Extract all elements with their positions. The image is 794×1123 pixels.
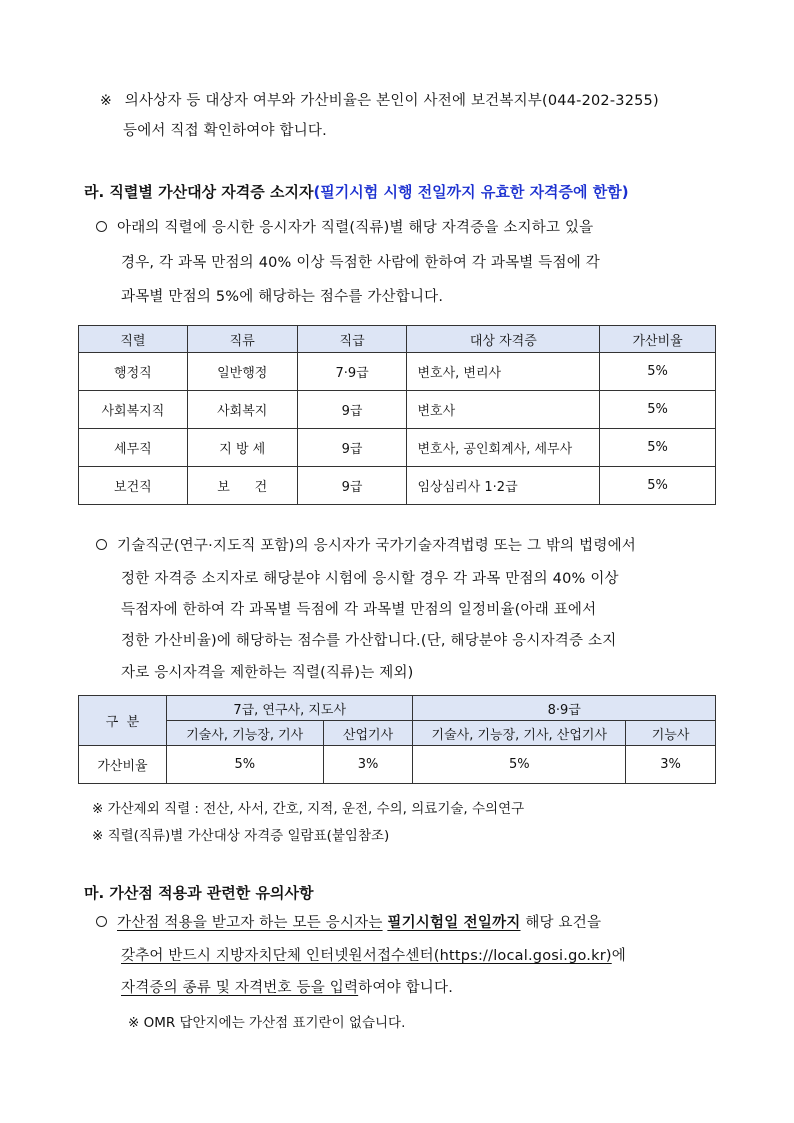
intro-note: [100, 91, 659, 111]
ma-line1-a: 가산점 적용을 받고자 하는 모든 응시자는: [117, 915, 383, 931]
ma-line2-a: 갖추어 반드시 지방자치단체 인터넷원서접수센터(https://local.gosi.go.kr): [121, 948, 612, 964]
section-ra-heading-text: 라. 직렬별 가산대상 자격증 소지자: [84, 183, 314, 201]
qualification-table: [78, 325, 716, 505]
intro-note-line2: 등에서 직접 확인하여야 합니다.: [123, 123, 327, 139]
section-ra-heading-condition: (필기시험 시행 전일까지 유효한 자격증에 한함): [313, 183, 629, 201]
cell-series: 사회복지직: [79, 391, 188, 429]
section-ma-heading: 마. 가산점 적용과 관련한 유의사항: [84, 884, 314, 902]
table-row: [79, 429, 716, 467]
cell-bonus-rate: 5%: [600, 429, 716, 467]
para2-line3: 득점자에 한하여 각 과목별 득점에 각 과목별 만점의 일정비율(아래 표에서: [121, 602, 597, 618]
section-ra-heading: [84, 181, 629, 202]
circle-bullet-icon: [96, 221, 107, 232]
circle-bullet-icon: [96, 916, 107, 927]
ma-line3: [121, 978, 453, 998]
subheader-cert: 기술사, 기능장, 기사: [166, 721, 323, 746]
cell-grade: 7·9급: [297, 353, 407, 391]
cell-grade: 9급: [297, 429, 407, 467]
cell-series: 보건직: [79, 467, 188, 505]
para1-line2: 경우, 각 과목 만점의 40% 이상 득점한 사람에 한하여 각 과목별 득점에 각: [121, 255, 600, 271]
cell-rate: 3%: [626, 746, 716, 784]
omr-note: ※ OMR 답안지에는 가산점 표기란이 없습니다.: [128, 1015, 406, 1031]
header-category: 구 분: [79, 696, 167, 746]
appendix-note: ※ 직렬(직류)별 가산대상 자격증 일람표(붙임참조): [92, 828, 390, 844]
cell-class: 지 방 세: [187, 429, 297, 467]
table-row: [79, 391, 716, 429]
para2-line1: 기술직군(연구·지도직 포함)의 응시자가 국가기술자격법령 또는 그 밖의 법령에서: [117, 538, 637, 554]
cell-class: 사회복지: [187, 391, 297, 429]
ma-line2: [121, 946, 626, 966]
exclusion-note: ※ 가산제외 직렬 : 전산, 사서, 간호, 지적, 운전, 수의, 의료기술, 수의연구: [92, 801, 525, 817]
table-row: [79, 467, 716, 505]
ma-line3-a: 자격증의 종류 및 자격번호 등을 입력: [121, 980, 359, 996]
table-header-row: [79, 696, 716, 721]
cell-bonus-rate: 5%: [600, 353, 716, 391]
ma-line2-b: 에: [611, 948, 626, 964]
cell-bonus-rate: 5%: [600, 391, 716, 429]
subheader-cert: 기술사, 기능장, 기사, 산업기사: [413, 721, 626, 746]
table-row: [79, 353, 716, 391]
cell-rate: 5%: [166, 746, 323, 784]
table-header-row: [79, 326, 716, 353]
cell-certificate: 변호사, 공인회계사, 세무사: [407, 429, 600, 467]
para1-line1-row: [96, 218, 593, 238]
cell-series: 행정직: [79, 353, 188, 391]
table-subheader-row: [79, 721, 716, 746]
ma-line1-c: 해당 요건을: [525, 915, 602, 931]
cell-grade: 9급: [297, 467, 407, 505]
col-header-bonus-rate: 가산비율: [600, 326, 716, 353]
ma-line1: [96, 913, 601, 933]
para2-line1-row: [96, 536, 636, 556]
tech-bonus-table: [78, 695, 716, 784]
cell-rate: 3%: [323, 746, 413, 784]
header-group-89: 8·9급: [413, 696, 716, 721]
cell-series: 세무직: [79, 429, 188, 467]
cell-bonus-rate: 5%: [600, 467, 716, 505]
header-group-7: 7급, 연구사, 지도사: [166, 696, 413, 721]
table-row: [79, 746, 716, 784]
para2-line4: 정한 가산비율)에 해당하는 점수를 가산합니다.(단, 해당분야 응시자격증 소지: [121, 633, 617, 649]
ma-line3-b: 하여야 합니다.: [358, 980, 454, 996]
col-header-grade: 직급: [297, 326, 407, 353]
cell-class: 보 건: [187, 467, 297, 505]
cell-grade: 9급: [297, 391, 407, 429]
subheader-cert: 기능사: [626, 721, 716, 746]
row-label: 가산비율: [79, 746, 167, 784]
col-header-series: 직렬: [79, 326, 188, 353]
intro-note-line1: 의사상자 등 대상자 여부와 가산비율은 본인이 사전에 보건복지부(044-202-3255): [124, 93, 659, 109]
col-header-certificate: 대상 자격증: [407, 326, 600, 353]
cell-certificate: 임상심리사 1·2급: [407, 467, 600, 505]
para1-line1: 아래의 직렬에 응시한 응시자가 직렬(직류)별 해당 자격증을 소지하고 있을: [117, 220, 594, 236]
col-header-class: 직류: [187, 326, 297, 353]
para1-line3: 과목별 만점의 5%에 해당하는 점수를 가산합니다.: [121, 289, 444, 305]
cell-class: 일반행정: [187, 353, 297, 391]
reference-mark: ※: [100, 93, 112, 109]
para2-line2: 정한 자격증 소지자로 해당분야 시험에 응시할 경우 각 과목 만점의 40% 이상: [121, 571, 619, 587]
cell-rate: 5%: [413, 746, 626, 784]
subheader-cert: 산업기사: [323, 721, 413, 746]
ma-line1-emphasis: 필기시험일 전일까지: [387, 915, 521, 931]
para2-line5: 자로 응시자격을 제한하는 직렬(직류)는 제외): [121, 665, 414, 681]
cell-certificate: 변호사, 변리사: [407, 353, 600, 391]
cell-certificate: 변호사: [407, 391, 600, 429]
circle-bullet-icon: [96, 539, 107, 550]
